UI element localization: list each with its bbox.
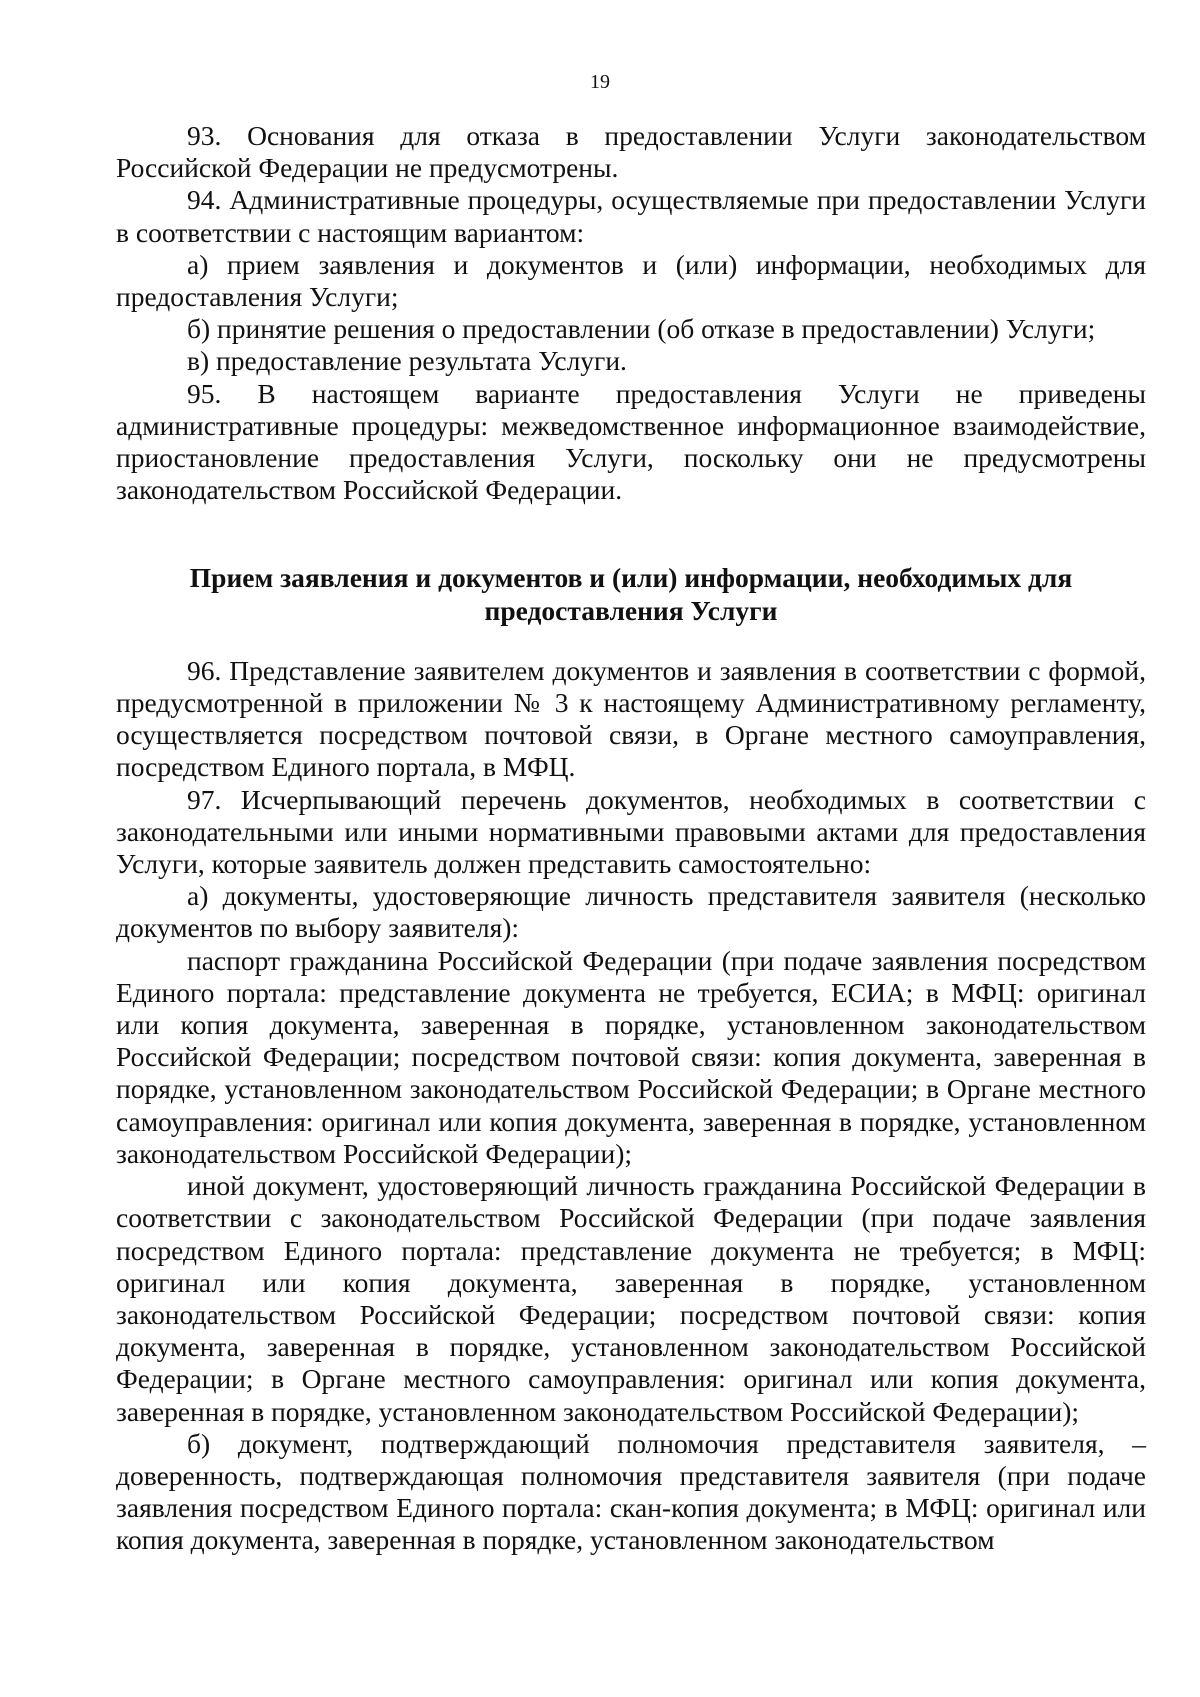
paragraph-97-a: а) документы, удостоверяющие личность представителя заявителя (несколько документов по выбору заявителя): (116, 880, 1146, 944)
paragraph-96: 96. Представление заявителем документов и заявления в соответствии с формой, предусмотренной в приложении № 3 к настоящему Административному регламенту, осуществляется посредством почтовой связи, в Органе местного самоуправления, посредством Единого портала, в МФЦ. (116, 654, 1146, 783)
document-body (116, 120, 1146, 1557)
paragraph-94-a: а) прием заявления и документов и (или) информации, необходимых для предоставления Услуги; (116, 248, 1146, 313)
paragraph-97: 97. Исчерпывающий перечень документов, необходимых в соответствии с законодательными или иными нормативными правовыми актами для предоставления Услуги, которые заявитель должен представить самостоятельно: (116, 783, 1146, 880)
paragraph-94: 94. Административные процедуры, осуществляемые при предоставлении Услуги в соответствии с настоящим вариантом: (116, 184, 1146, 248)
paragraph-97-b: б) документ, подтверждающий полномочия представителя заявителя, – доверенность, подтверждающая полномочия представителя заявителя (при подаче заявления посредством Единого портала: скан-копия документа; в МФЦ: оригинал или копия документа, заверенная в порядке, установленном законодательством (116, 1427, 1146, 1556)
paragraph-93: 93. Основания для отказа в предоставлении Услуги законодательством Российской Федерации не предусмотрены. (116, 120, 1146, 184)
paragraph-94-b: б) принятие решения о предоставлении (об отказе в предоставлении) Услуги; (187, 313, 1096, 345)
paragraph-passport: паспорт гражданина Российской Федерации (при подаче заявления посредством Единого портала: представление документа не требуется, ЕСИА; в МФЦ: оригинал или копия документа, заверенная в порядке, установленном законодательством Российской Федерации; посредством почтовой связи: копия документа, заверенная в порядке, установленном законодательством Российской Федерации; в Органе местного самоуправления: оригинал или копия документа, заверенная в порядке, установленном законодательством Российской Федерации); (116, 944, 1146, 1169)
paragraph-95: 95. В настоящем варианте предоставления Услуги не приведены административные процедуры: межведомственное информационное взаимодействие, приостановление предоставления Услуги, поскольку они не предусмотрены законодательством Российской Федерации. (116, 377, 1146, 506)
paragraph-other-id: иной документ, удостоверяющий личность гражданина Российской Федерации в соответствии с законодательством Российской Федерации (при подаче заявления посредством Единого портала: представление документа не требуется; в МФЦ: оригинал или копия документа, заверенная в порядке, установленном законодательством Российской Федерации; посредством почтовой связи: копия документа, заверенная в порядке, установленном законодательством Российской Федерации; в Органе местного самоуправления: оригинал или копия документа, заверенная в порядке, установленном законодательством Российской Федерации); (116, 1170, 1146, 1427)
page-number: 19 (590, 71, 610, 93)
paragraph-94-v: в) предоставление результата Услуги. (187, 345, 627, 377)
section-heading: Прием заявления и документов и (или) информации, необходимых для предоставления Услуги (189, 562, 1073, 626)
